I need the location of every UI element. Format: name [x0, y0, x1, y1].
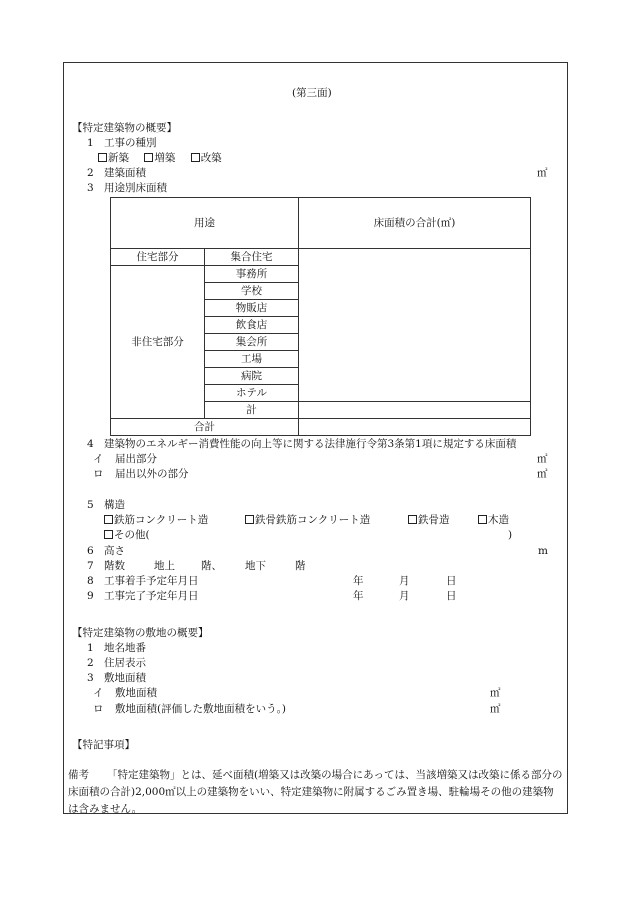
completion-year: 年 — [353, 590, 364, 602]
energy-law-floor-area-label: 建築物のエネルギー消費性能の向上等に関する法律施行令第3条第1項に規定する床面積 — [104, 438, 517, 450]
new-construction-checkbox[interactable]: 新築 — [98, 152, 129, 164]
checkbox-icon — [144, 153, 153, 162]
header-floor-area: 床面積の合計(㎡) — [299, 198, 531, 249]
start-day: 日 — [446, 575, 457, 587]
use-office: 事務所 — [205, 266, 299, 283]
checkbox-icon — [478, 515, 487, 524]
sub-number: イ — [93, 687, 104, 699]
header-use: 用途 — [111, 198, 299, 249]
extension-checkbox[interactable]: 増築 — [144, 152, 175, 164]
use-factory: 工場 — [205, 351, 299, 368]
item-number: 3 — [87, 182, 94, 194]
checkbox-icon — [104, 530, 113, 539]
note-label: 備考 — [68, 769, 89, 781]
structure-other-option[interactable]: その他( — [104, 528, 150, 542]
section-heading-building: 【特定建築物の概要】 — [72, 122, 177, 134]
start-month: 月 — [399, 575, 410, 587]
floors-suffix-above: 階、 — [201, 560, 222, 572]
start-date-label: 工事着手予定年月日 — [104, 575, 199, 587]
site-area-unit: ㎡ — [490, 687, 501, 699]
grand-total-value-cell[interactable] — [299, 419, 531, 436]
structure-other-close: ) — [508, 529, 513, 541]
sub-number: ロ — [93, 468, 104, 480]
floor-area-by-use-label: 用途別床面積 — [104, 182, 167, 194]
use-hospital: 病院 — [205, 368, 299, 385]
site-area-label: 敷地面積 — [104, 672, 146, 684]
note-text: 「特定建築物」とは、延べ面積(増築又は改築の場合にあっては、当該増築又は改築に係る部分の床面積の合計)2,000㎡以上の建築物をいい、特定建築物に附属するごみ置き場、駐輪場その他の建築物は含みません。 — [68, 769, 563, 815]
completion-month: 月 — [399, 590, 410, 602]
section-heading-site: 【特定建築物の敷地の概要】 — [72, 627, 209, 639]
residential-use: 集合住宅 — [205, 249, 299, 266]
below-ground-label: 地下 — [245, 560, 266, 572]
notified-portion-label: 届出部分 — [115, 453, 157, 465]
completion-day: 日 — [446, 590, 457, 602]
item-number: 9 — [87, 590, 94, 602]
use-assembly-hall: 集会所 — [205, 334, 299, 351]
structure-wood-option[interactable]: 木造 — [478, 513, 509, 527]
use-restaurant: 飲食店 — [205, 317, 299, 334]
height-unit: m — [538, 545, 548, 557]
item-number: 4 — [87, 438, 94, 450]
item-number: 5 — [87, 499, 94, 511]
height-label: 高さ — [104, 545, 125, 557]
structure-steel-option[interactable]: 鉄骨造 — [408, 513, 450, 527]
structure-rc-option[interactable]: 鉄筋コンクリート造 — [104, 513, 208, 527]
page-label: (第三面) — [292, 87, 332, 99]
item-number: 3 — [87, 672, 94, 684]
building-area-unit: ㎡ — [537, 167, 548, 179]
residential-category: 住宅部分 — [111, 249, 205, 266]
checkbox-icon — [408, 515, 417, 524]
floors-suffix-below: 階 — [295, 560, 306, 572]
completion-date-label: 工事完了予定年月日 — [104, 590, 199, 602]
lot-number-label: 地名地番 — [104, 642, 146, 654]
address-label: 住居表示 — [104, 657, 146, 669]
note — [68, 767, 564, 818]
site-area-sub-label: 敷地面積 — [115, 687, 157, 699]
building-area-label: 建築面積 — [104, 167, 146, 179]
other-portion-unit: ㎡ — [537, 468, 548, 480]
checkbox-icon — [98, 153, 107, 162]
other-portion-label: 届出以外の部分 — [115, 468, 189, 480]
floor-area-value-cell[interactable] — [299, 249, 531, 402]
item-number: 6 — [87, 545, 94, 557]
item-number: 7 — [87, 560, 94, 572]
evaluated-site-area-label: 敷地面積(評価した敷地面積をいう。) — [115, 703, 286, 715]
use-school: 学校 — [205, 283, 299, 300]
use-hotel: ホテル — [205, 385, 299, 402]
grand-total: 合計 — [111, 419, 299, 436]
item-number: 1 — [87, 137, 94, 149]
start-year: 年 — [353, 575, 364, 587]
above-ground-label: 地上 — [154, 560, 175, 572]
checkbox-icon — [191, 153, 200, 162]
evaluated-site-area-unit: ㎡ — [490, 703, 501, 715]
sub-number: ロ — [93, 703, 104, 715]
item-number: 8 — [87, 575, 94, 587]
construction-type-label: 工事の種別 — [104, 137, 157, 149]
item-number: 2 — [87, 167, 94, 179]
item-number: 1 — [87, 642, 94, 654]
use-retail: 物販店 — [205, 300, 299, 317]
floor-area-table — [110, 197, 531, 436]
construction-type-options — [98, 151, 222, 165]
floors-label: 階数 — [104, 560, 125, 572]
rebuild-checkbox[interactable]: 改築 — [191, 152, 222, 164]
checkbox-icon — [245, 515, 254, 524]
checkbox-icon — [104, 515, 113, 524]
structure-label: 構造 — [104, 499, 125, 511]
use-subtotal: 計 — [205, 402, 299, 419]
sub-number: イ — [93, 453, 104, 465]
subtotal-value-cell[interactable] — [299, 402, 531, 419]
item-number: 2 — [87, 657, 94, 669]
notified-portion-unit: ㎡ — [537, 453, 548, 465]
non-residential-category: 非住宅部分 — [111, 266, 205, 419]
section-heading-remarks: 【特記事項】 — [72, 739, 135, 751]
structure-src-option[interactable]: 鉄骨鉄筋コンクリート造 — [245, 513, 370, 527]
